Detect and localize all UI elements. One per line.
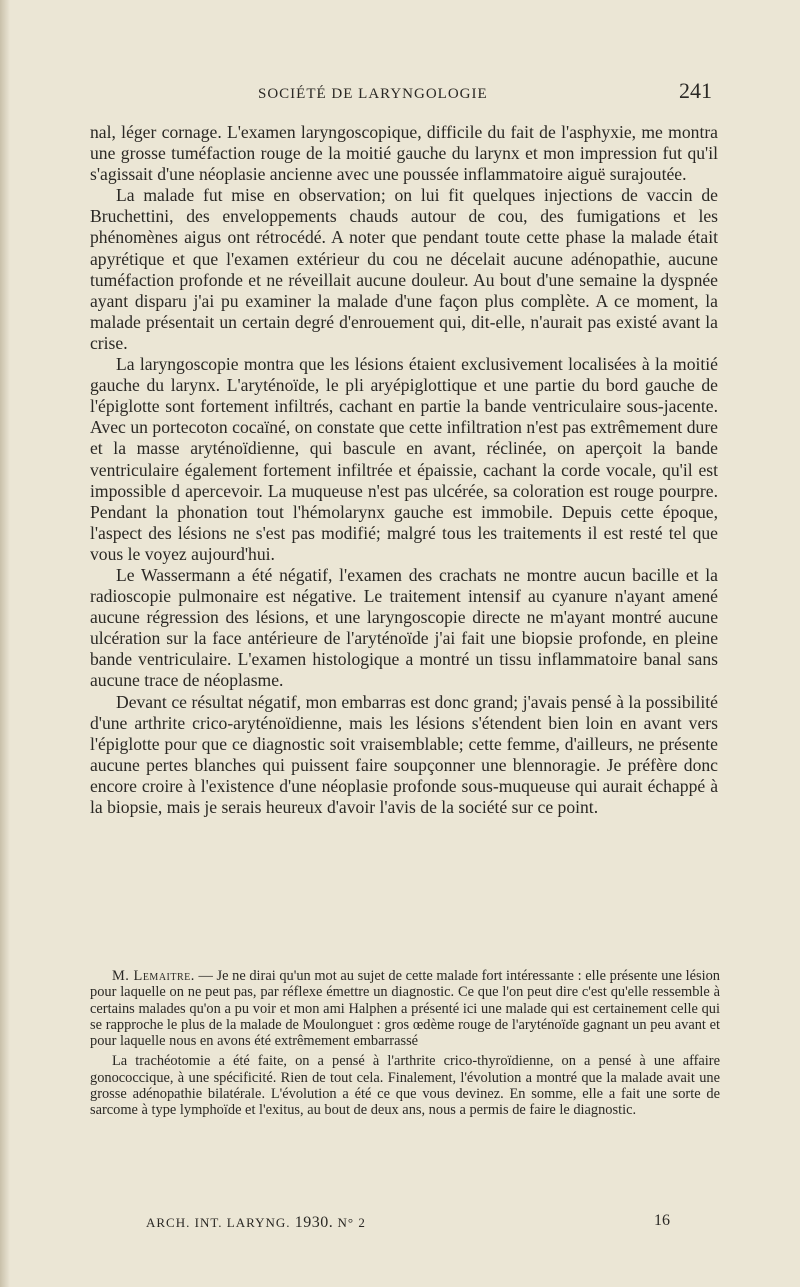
binding-edge (0, 0, 10, 1287)
journal-issue: N° 2 (337, 1215, 366, 1230)
note-speaker: M. Lemaitre. (112, 968, 195, 984)
note-tracheotomy: La trachéotomie a été faite, on a pensé à l'arthrite crico-thyroïdienne, on a pensé à une affaire gonococcique, à une spécificité. Rien de tout cela. Finalement, l'évolution a montré que la malade avait une grosse adénopathie bilatérale. L'évolution a été ce que vous devinez. En somme, elle a fait une sorte de sarcome à type lymphoïde et l'exitus, au bout de deux ans, nous a permis de faire le diagnostic. (90, 1053, 720, 1119)
note-lemaitre-text: — Je ne dirai qu'un mot au sujet de cette malade fort intéressante : elle présente une lésion pour laquelle on ne peut pas, par réflexe émettre un diagnostic. Ce que l'on peut dire c'est qu'elle ressemble à certains malades qu'on a pu voir et mon ami Halphen a présenté ici une malade qui est certainement celle qui se rapproche le plus de la malade de Moulonguet : gros œdème rouge de l'aryténoïde gagnant un peu avant et pour laquelle nous en avons été extrêmement embarrassé (90, 968, 720, 1050)
running-head: SOCIÉTÉ DE LARYNGOLOGIE (258, 86, 488, 102)
page-footer (90, 1210, 720, 1234)
journal-name: ARCH. INT. LARYNG. (146, 1215, 291, 1230)
note-lemaitre (90, 968, 720, 1049)
page-header (90, 78, 716, 108)
signature-mark: 16 (654, 1212, 670, 1229)
paragraph-continuation: nal, léger cornage. L'examen laryngoscopique, difficile du fait de l'asphyxie, me montra une grosse tuméfaction rouge de la moitié gauche du larynx et mon impression fut qu'il s'agissait d'une néoplasie ancienne avec une poussée inflammatoire aiguë surajoutée. (90, 122, 718, 185)
journal-reference (146, 1214, 366, 1232)
journal-year: 1930. (294, 1214, 334, 1231)
page-number: 241 (679, 78, 712, 103)
discussion-notes (90, 968, 720, 1123)
paragraph-observation: La malade fut mise en observation; on lui fit quelques injections de vaccin de Bruchettini, des enveloppements chauds autour de cou, des fumigations et les phénomènes aigus ont rétrocédé. A noter que pendant toute cette phase la malade était apyrétique et que l'examen extérieur du cou ne décelait aucune adénopathie, aucune tuméfaction profonde et ne réveillait aucune douleur. Au bout d'une semaine la dyspnée ayant disparu j'ai pu examiner la malade d'une façon plus complète. A ce moment, la malade présentait un certain degré d'enrouement qui, dit-elle, n'aurait pas existé avant la crise. (90, 185, 718, 353)
paragraph-wassermann: Le Wassermann a été négatif, l'examen des crachats ne montre aucun bacille et la radioscopie pulmonaire est négative. Le traitement intensif au cyanure n'ayant amené aucune régression des lésions, et une laryngoscopie directe ne m'ayant montré aucune ulcération sur la face antérieure de l'aryténoïde j'ai fait une biopsie profonde, en pleine bande ventriculaire. L'examen histologique a montré un tissu inflammatoire banal sans aucune trace de néoplasme. (90, 564, 718, 691)
paragraph-conclusion: Devant ce résultat négatif, mon embarras est donc grand; j'avais pensé à la possibilité d'une arthrite crico-aryténoïdienne, mais les lésions s'étendent bien loin en avant vers l'épiglotte pour que ce diagnostic soit vraisemblable; cette femme, d'ailleurs, ne présente aucune pertes blanches qui puissent faire soupçonner une blennoragie. Je préfère donc encore croire à l'existence d'une néoplasie profonde sous-muqueuse qui aurait échappé à la biopsie, mais je serais heureux d'avoir l'avis de la société sur ce point. (90, 691, 718, 817)
body-text (90, 122, 718, 818)
paragraph-laryngoscopy: La laryngoscopie montra que les lésions étaient exclusivement localisées à la moitié gauche du larynx. L'aryténoïde, le pli aryépiglottique et une partie du bord gauche de l'épiglotte sont fortement infiltrés, cachant en partie la bande ventriculaire sous-jacente. Avec un portecoton cocaïné, on constate que cette infiltration n'est pas extrêmement dure et la masse aryténoïdienne, qui bascule en avant, réclinée, on aperçoit la bande ventriculaire également fortement infiltrée et épaissie, cachant la corde vocale, qu'il est impossible d apercevoir. La muqueuse n'est pas ulcérée, sa coloration est rouge pourpre. Pendant la phonation tout l'hémolarynx gauche est immobile. Depuis cette époque, l'aspect des lésions ne s'est pas modifié; malgré tous les traitements il est resté tel que vous le voyez aujourd'hui. (90, 354, 718, 564)
